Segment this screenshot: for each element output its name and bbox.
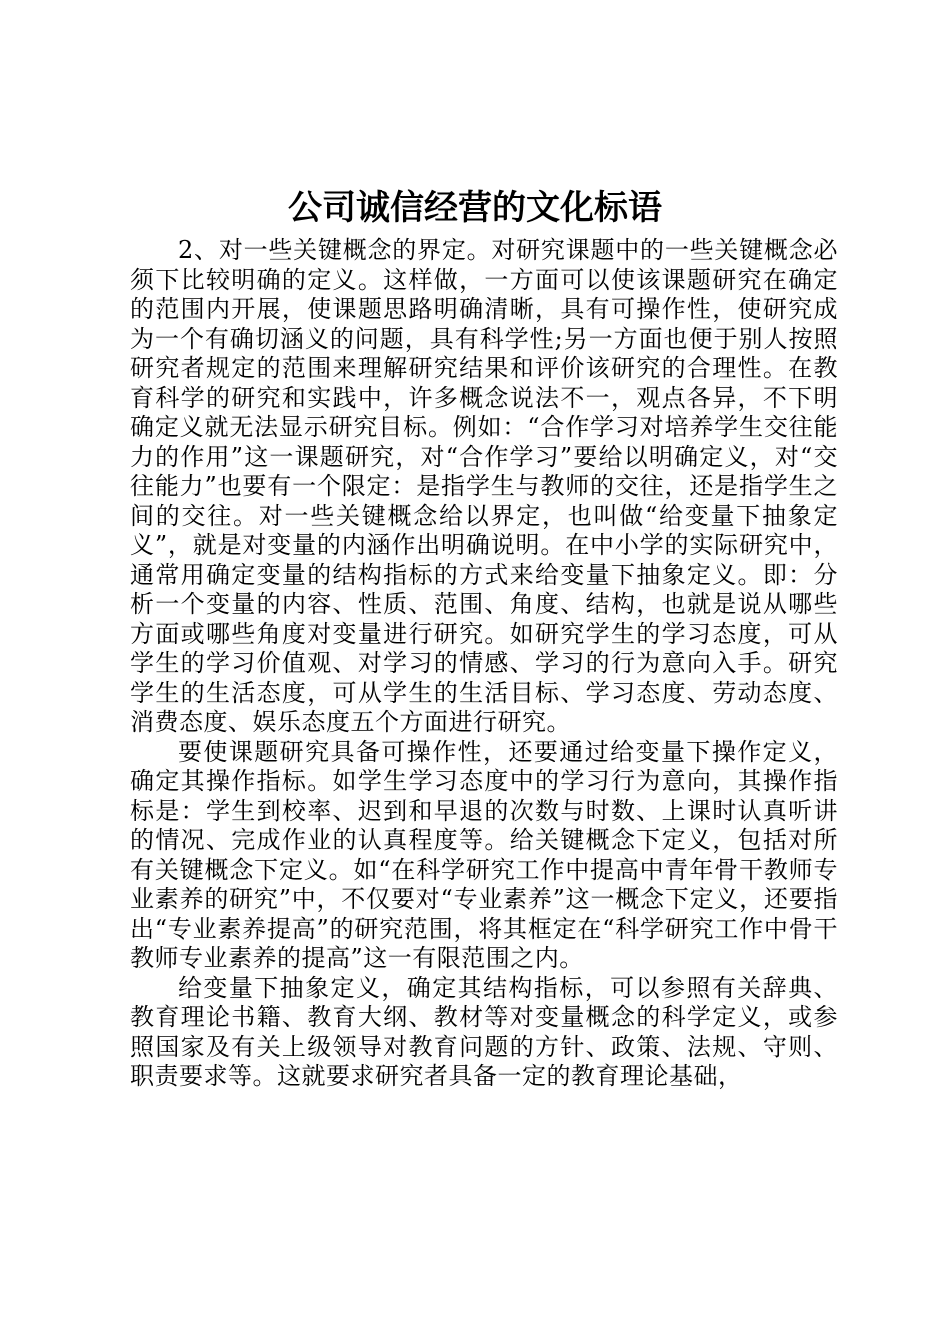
paragraph-2: 要使课题研究具备可操作性，还要通过给变量下操作定义，确定其操作指标。如学生学习态度中的学习行为意向，其操作指标是：学生到校率、迟到和早退的次数与时数、上课时认真听讲的情况、完成作业的认真程度等。给关键概念下定义，包括对所有关键概念下定义。如“在科学研究工作中提高中青年骨干教师专业素养的研究”中，不仅要对“专业素养”这一概念下定义，还要指出“专业素养提高”的研究范围，将其框定在“科学研究工作中骨干教师专业素养的提高”这一有限范围之内。 <box>130 737 838 972</box>
paragraph-3: 给变量下抽象定义，确定其结构指标，可以参照有关辞典、教育理论书籍、教育大纲、教材等对变量概念的科学定义，或参照国家及有关上级领导对教育问题的方针、政策、法规、守则、职责要求等。这就要求研究者具备一定的教育理论基础， <box>130 973 838 1090</box>
document-body <box>130 236 838 1092</box>
document-title: 公司诚信经营的文化标语 <box>288 188 662 228</box>
paragraph-1: 2、对一些关键概念的界定。对研究课题中的一些关键概念必须下比较明确的定义。这样做，一方面可以使该课题研究在确定的范围内开展，使课题思路明确清晰，具有可操作性，使研究成为一个有确切涵义的问题，具有科学性;另一方面也便于别人按照研究者规定的范围来理解研究结果和评价该研究的合理性。在教育科学的研究和实践中，许多概念说法不一，观点各异，不下明确定义就无法显示研究目标。例如：“合作学习对培养学生交往能力的作用”这一课题研究，对“合作学习”要给以明确定义，对“交往能力”也要有一个限定：是指学生与教师的交往，还是指学生之间的交往。对一些关键概念给以界定，也叫做“给变量下抽象定义”，就是对变量的内涵作出明确说明。在中小学的实际研究中，通常用确定变量的结构指标的方式来给变量下抽象定义。即：分析一个变量的内容、性质、范围、角度、结构，也就是说从哪些方面或哪些角度对变量进行研究。如研究学生的学习态度，可从学生的学习价值观、对学习的情感、学习的行为意向入手。研究学生的生活态度，可从学生的生活目标、学习态度、劳动态度、消费态度、娱乐态度五个方面进行研究。 <box>130 236 838 736</box>
